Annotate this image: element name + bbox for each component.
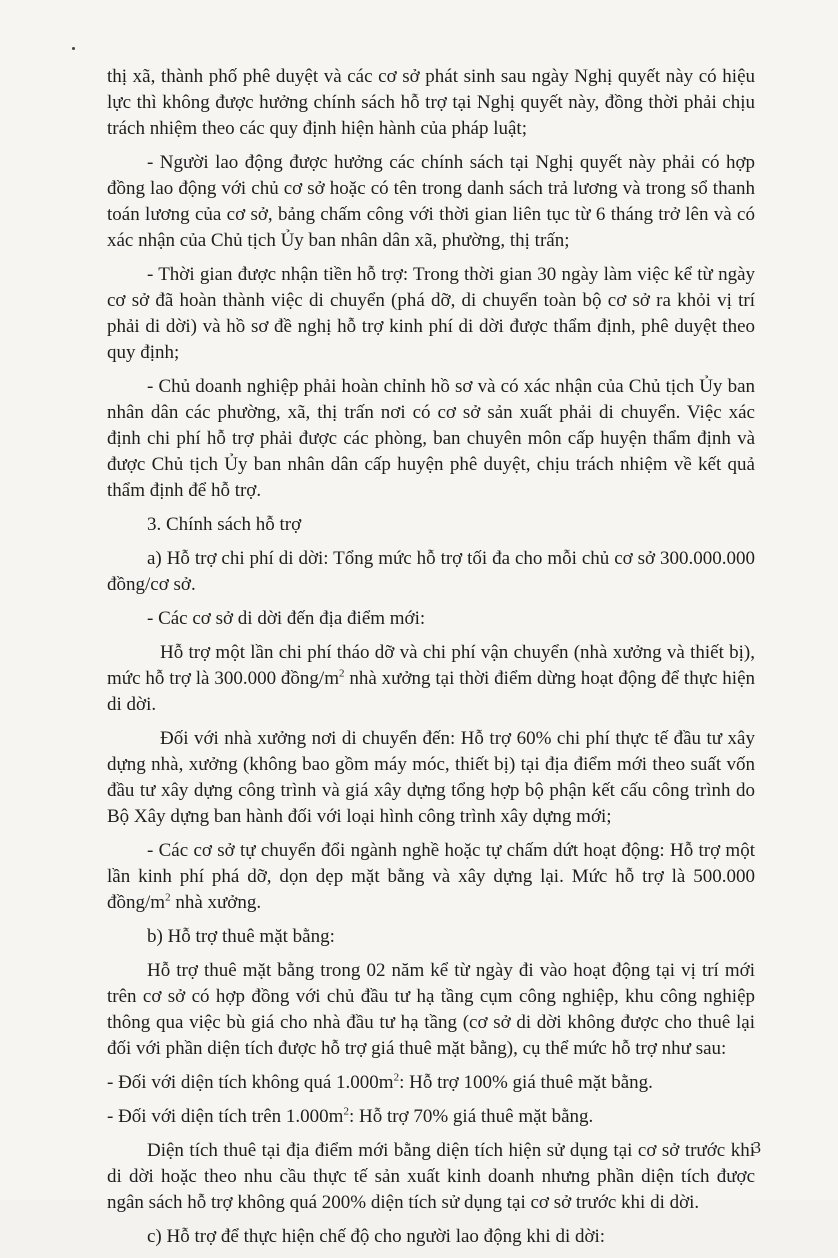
page-number: 3 (752, 1138, 761, 1157)
scan-speck (72, 47, 75, 50)
paragraph-labor-contract: - Người lao động được hưởng các chính sách tại Nghị quyết này phải có hợp đồng lao động với chủ cơ sở hoặc có tên trong danh sách trả lương và trong sổ thanh toán lương của cơ sở, bảng chấm công với thời gian liên tục từ 6 tháng trở lên và có xác nhận của Chủ tịch Ủy ban nhân dân xã, phường, thị trấn; (107, 152, 755, 251)
paragraph-area-over-1000: - Đối với diện tích trên $1.000m^2$: Hỗ trợ 70% giá thuê mặt bằng. (107, 1105, 594, 1127)
paragraph-rental-area: Diện tích thuê tại địa điểm mới bằng diện tích hiện sử dụng tại cơ sở trước khi di dời hoặc theo nhu cầu thực tế sản xuất kinh doanh nhưng phần diện tích được ngân sách hỗ trợ không quá 200% diện tích sử dụng tại cơ sở trước khi di dời. (107, 1140, 755, 1213)
paragraph-relocation-cost: a) Hỗ trợ chi phí di dời: Tổng mức hỗ trợ tối đa cho mỗi chủ cơ sở 300.000.000 đồng/cơ sở. (107, 548, 755, 595)
paragraph-rental-support: Hỗ trợ thuê mặt bằng trong 02 năm kể từ ngày đi vào hoạt động tại vị trí mới trên cơ sở có hợp đồng với chủ đầu tư hạ tầng cụm công nghiệp, khu công nghiệp thông qua việc bù giá cho nhà đầu tư hạ tầng (cơ sở di dời không được cho thuê lại đối với phần diện tích được hỗ trợ giá thuê mặt bằng), cụ thể mức hỗ trợ như sau: (107, 960, 755, 1059)
paragraph-new-workshop: Đối với nhà xưởng nơi di chuyển đến: Hỗ trợ 60% chi phí thực tế đầu tư xây dựng nhà, xưởng (không bao gồm máy móc, thiết bị) tại địa điểm mới theo suất vốn đầu tư xây dựng công trình và giá xây dựng tổng hợp bộ phận kết cấu công trình do Bộ Xây dựng ban hành đối với loại hình công trình xây dựng mới; (107, 728, 755, 827)
paragraph-business-owner: - Chủ doanh nghiệp phải hoàn chỉnh hồ sơ và có xác nhận của Chủ tịch Ủy ban nhân dân các phường, xã, thị trấn nơi có cơ sở sản xuất phải di chuyển. Việc xác định chi phí hỗ trợ phải được các phòng, ban chuyên môn cấp huyện thẩm định và được Chủ tịch Ủy ban nhân dân cấp huyện phê duyệt, chịu trách nhiệm về kết quả thẩm định để hỗ trợ. (107, 376, 755, 501)
paragraph-payment-time: - Thời gian được nhận tiền hỗ trợ: Trong thời gian 30 ngày làm việc kể từ ngày cơ sở đã hoàn thành việc di chuyển (phá dỡ, di chuyển toàn bộ cơ sở ra khỏi vị trí phải di dời) và hồ sơ đề nghị hỗ trợ kinh phí di dời được thẩm định, phê duyệt theo quy định; (107, 264, 755, 363)
paragraph-area-under-1000: - Đối với diện tích không quá $1.000m^2$: Hỗ trợ 100% giá thuê mặt bằng. (107, 1071, 653, 1093)
paragraph-worker-support-heading: c) Hỗ trợ để thực hiện chế độ cho người lao động khi di dời: (147, 1226, 606, 1247)
paragraph-rental-heading: b) Hỗ trợ thuê mặt bằng: (147, 926, 335, 947)
paragraph-dismantling-support: Hỗ trợ một lần chi phí tháo dỡ và chi phí vận chuyển (nhà xưởng và thiết bị), mức hỗ trợ là 300.000 đồng/$m^2$ nhà xưởng tại thời điểm dừng hoạt động để thực hiện di dời. (107, 642, 756, 715)
paragraph-self-conversion: - Các cơ sở tự chuyển đổi ngành nghề hoặc tự chấm dứt hoạt động: Hỗ trợ một lần kinh phí phá dỡ, dọn dẹp mặt bằng và xây dựng lại. Mức hỗ trợ là 500.000 đồng/$m^2$ nhà xưởng. (107, 840, 755, 913)
section-heading-support-policy: 3. Chính sách hỗ trợ (147, 514, 302, 535)
paragraph-new-location: - Các cơ sở di dời đến địa điểm mới: (147, 608, 426, 629)
paragraph-continuation: thị xã, thành phố phê duyệt và các cơ sở phát sinh sau ngày Nghị quyết này có hiệu lực thì không được hưởng chính sách hỗ trợ tại Nghị quyết này, đồng thời phải chịu trách nhiệm theo các quy định hiện hành của pháp luật; (107, 66, 755, 139)
document-body (107, 64, 755, 1258)
